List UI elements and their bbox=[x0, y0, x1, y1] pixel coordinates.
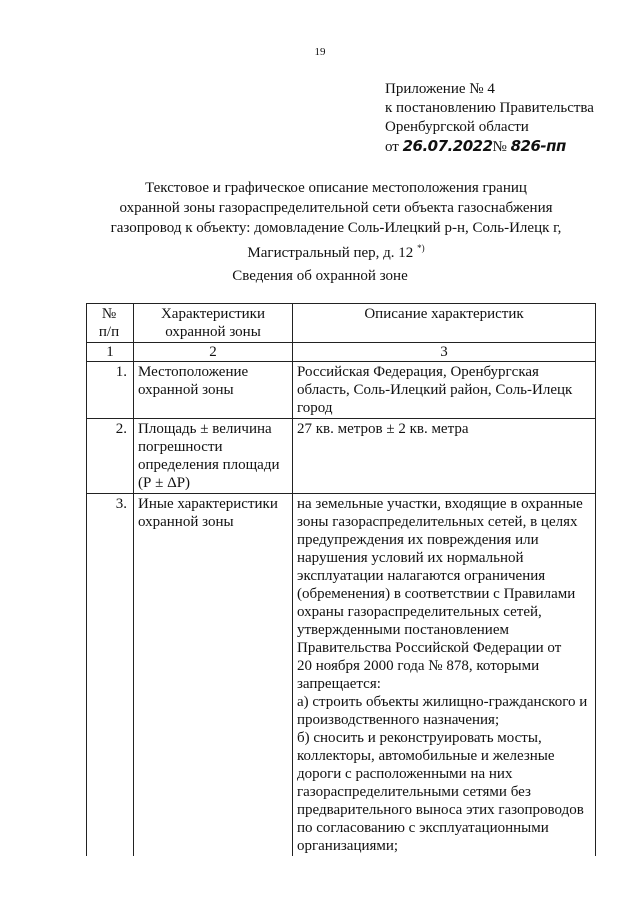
header-text: Характеристики bbox=[160, 306, 266, 322]
cell-line: Российская Федерация, Оренбургская bbox=[297, 364, 539, 380]
cell-line: производственного назначения; bbox=[297, 712, 500, 728]
cell-line: нарушения условий их нормальной bbox=[297, 550, 524, 566]
cell-line: Площадь ± величина bbox=[138, 421, 272, 437]
number-prefix: № bbox=[492, 139, 507, 155]
appendix-date-line bbox=[385, 137, 594, 157]
row-characteristic bbox=[134, 494, 293, 857]
cell-line: дороги с расположенными на них bbox=[297, 766, 513, 782]
title-line-last bbox=[60, 238, 612, 263]
row-description bbox=[293, 419, 596, 494]
header-col-number bbox=[87, 304, 134, 343]
row-number: 3. bbox=[87, 494, 134, 857]
row-description bbox=[293, 362, 596, 419]
cell-line: 20 ноября 2000 года № 878, которыми bbox=[297, 658, 540, 674]
cell-line: погрешности bbox=[138, 439, 223, 455]
cell-line: 27 кв. метров ± 2 кв. метра bbox=[297, 421, 469, 437]
cell-line: по согласованию с эксплуатационными bbox=[297, 820, 549, 836]
page-number: 19 bbox=[314, 46, 326, 58]
footnote-mark: *) bbox=[417, 243, 425, 253]
cell-line: (Р ± ΔР) bbox=[138, 475, 191, 491]
appendix-line: Приложение № 4 bbox=[385, 81, 495, 97]
row-number: 2. bbox=[87, 419, 134, 494]
column-number: 1 bbox=[87, 343, 134, 362]
section-heading: Сведения об охранной зоне bbox=[232, 268, 408, 284]
row-description bbox=[293, 494, 596, 857]
header-text: п/п bbox=[98, 324, 120, 340]
appendix-block bbox=[385, 80, 594, 157]
cell-line: Иные характеристики bbox=[138, 496, 278, 512]
cell-line: предварительного выноса этих газопроводов bbox=[297, 802, 584, 818]
table-header-row bbox=[87, 304, 596, 343]
cell-line: утвержденными постановлением bbox=[297, 622, 509, 638]
row-number: 1. bbox=[87, 362, 134, 419]
header-text: № bbox=[101, 306, 117, 322]
cell-line: предупреждения их повреждения или bbox=[297, 532, 539, 548]
cell-line: (обременения) в соответствии с Правилами bbox=[297, 586, 576, 602]
appendix-line: Оренбургской области bbox=[385, 119, 529, 135]
cell-line: определения площади bbox=[138, 457, 280, 473]
header-col-description bbox=[293, 304, 596, 343]
cell-line: б) сносить и реконструировать мосты, bbox=[297, 730, 542, 746]
header-text: Описание характеристик bbox=[364, 306, 524, 322]
column-number-row bbox=[87, 343, 596, 362]
cell-line: город bbox=[297, 400, 333, 416]
header-text: охранной зоны bbox=[165, 324, 261, 340]
handwritten-number: 826-пп bbox=[510, 137, 566, 155]
title-line: Текстовое и графическое описание местоположения границ bbox=[145, 180, 527, 196]
cell-line: газораспределительными сетями без bbox=[297, 784, 531, 800]
row-characteristic bbox=[134, 362, 293, 419]
document-title bbox=[60, 178, 612, 263]
column-number: 3 bbox=[293, 343, 596, 362]
cell-line: зоны газораспределительных сетей, в целях bbox=[297, 514, 578, 530]
cell-line: охраны газораспределительных сетей, bbox=[297, 604, 542, 620]
handwritten-date: 26.07.2022 bbox=[402, 137, 493, 155]
title-line: газопровод к объекту: домовладение Соль-Илецкий р-н, Соль-Илецк г, bbox=[110, 220, 562, 236]
appendix-line: к постановлению Правительства bbox=[385, 100, 594, 116]
cell-line: на земельные участки, входящие в охранные bbox=[297, 496, 583, 512]
cell-line: Правительства Российской Федерации от bbox=[297, 640, 562, 656]
table-row bbox=[87, 419, 596, 494]
title-line: охранной зоны газораспределительной сети объекта газоснабжения bbox=[119, 200, 553, 216]
cell-line: эксплуатации налагаются ограничения bbox=[297, 568, 546, 584]
column-number: 2 bbox=[134, 343, 293, 362]
cell-line: а) строить объекты жилищно-гражданского и bbox=[297, 694, 588, 710]
header-col-characteristics bbox=[134, 304, 293, 343]
cell-line: область, Соль-Илецкий район, Соль-Илецк bbox=[297, 382, 573, 398]
cell-line: охранной зоны bbox=[138, 514, 234, 530]
protection-zone-table bbox=[86, 303, 596, 856]
table-row bbox=[87, 362, 596, 419]
cell-line: организациями; bbox=[297, 838, 399, 854]
table-row bbox=[87, 494, 596, 857]
row-characteristic bbox=[134, 419, 293, 494]
title-line: Магистральный пер, д. 12 bbox=[247, 245, 414, 261]
cell-line: Местоположение bbox=[138, 364, 249, 380]
date-prefix: от bbox=[385, 139, 399, 155]
cell-line: коллекторы, автомобильные и железные bbox=[297, 748, 555, 764]
cell-line: охранной зоны bbox=[138, 382, 234, 398]
cell-line: запрещается: bbox=[297, 676, 381, 692]
